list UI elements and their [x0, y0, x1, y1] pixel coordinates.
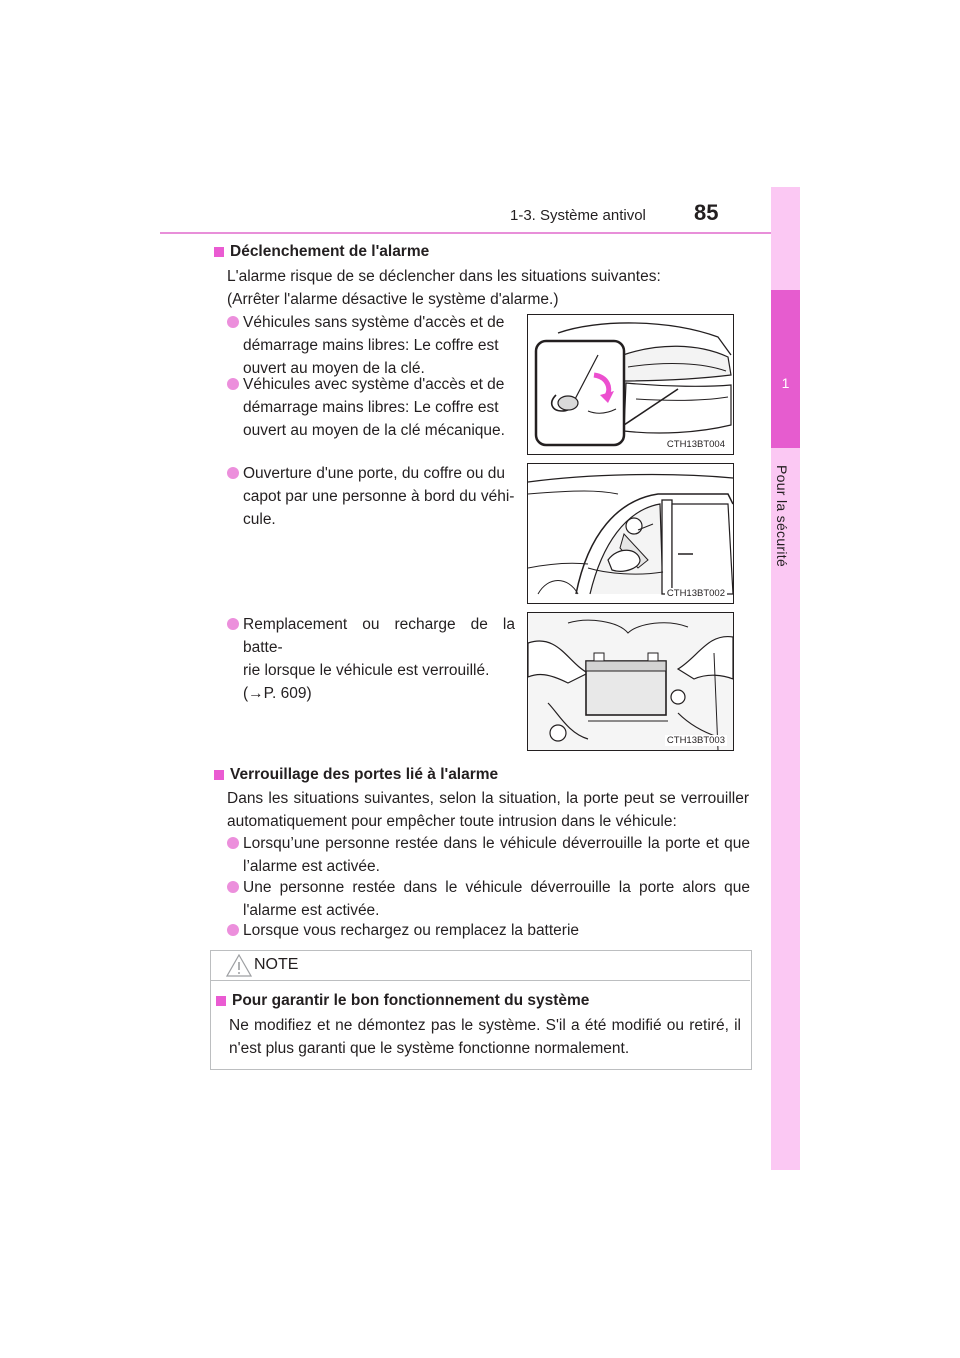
chapter-tab-highlight	[771, 290, 800, 448]
section-square-icon	[214, 247, 224, 257]
bullet-dot-icon	[227, 467, 239, 479]
alarm-heading	[212, 243, 429, 261]
note-heading	[214, 992, 589, 1010]
note-divider	[211, 980, 750, 981]
bullet-line: Une personne restée dans le véhicule déverrouille la porte alors que	[243, 879, 750, 896]
bullet-dot-icon	[227, 881, 239, 893]
section-square-icon	[214, 770, 224, 780]
bullet-line: Lorsqu’une personne restée dans le véhicule déverrouille la porte et que	[243, 835, 750, 852]
bullet-line: l’alarme est activée.	[243, 858, 380, 875]
autolock-intro-1: Dans les situations suivantes, selon la situation, la porte peut se verrouiller	[227, 790, 749, 807]
warning-triangle-icon	[226, 954, 252, 977]
chapter-number: 1	[781, 375, 790, 391]
section-square-icon	[216, 996, 226, 1006]
bullet-line: capot par une personne à bord du véhi-	[243, 488, 515, 505]
bullet-line: ouvert au moyen de la clé mécanique.	[243, 422, 505, 439]
autolock-bullet-2	[243, 876, 750, 922]
bullet-line: (→P. 609)	[243, 685, 312, 702]
autolock-bullet-3	[243, 919, 750, 942]
alarm-intro-2: (Arrêter l'alarme désactive le système d'alarme.)	[227, 291, 559, 308]
bullet-line: Lorsque vous rechargez ou remplacez la batterie	[243, 922, 580, 939]
bullet-line: démarrage mains libres: Le coffre est	[243, 337, 499, 354]
alarm-bullet-2	[243, 373, 515, 442]
figure-code: CTH13BT004	[666, 439, 725, 450]
section-title: 1-3. Système antivol	[510, 207, 646, 224]
header-rule	[160, 232, 800, 234]
bullet-line: rie lorsque le véhicule est verrouillé.	[243, 662, 490, 679]
bullet-dot-icon	[227, 924, 239, 936]
note-line-1: Ne modifiez et ne démontez pas le système. S'il a été modifié ou retiré, il	[229, 1017, 741, 1034]
note-heading-text: Pour garantir le bon fonctionnement du système	[232, 992, 590, 1009]
bullet-line: Remplacement ou recharge de la batte-	[243, 616, 515, 656]
bullet-line: cule.	[243, 511, 276, 528]
chapter-title-text: Pour la sécurité	[774, 465, 790, 568]
alarm-bullet-3	[243, 462, 515, 531]
bullet-line: Véhicules sans système d'accès et de	[243, 314, 505, 331]
bullet-dot-icon	[227, 618, 239, 630]
alarm-heading-text: Déclenchement de l'alarme	[230, 243, 430, 260]
figure-code: CTH13BT003	[666, 735, 725, 746]
person-opening-door-illustration	[527, 463, 734, 604]
chapter-title	[771, 465, 800, 645]
page-number: 85	[694, 200, 719, 225]
bullet-line: Ouverture d'une porte, du coffre ou du	[243, 465, 506, 482]
bullet-line: ouvert au moyen de la clé.	[243, 360, 425, 377]
trunk-key-illustration	[527, 314, 734, 455]
bullet-dot-icon	[227, 316, 239, 328]
bullet-line: démarrage mains libres: Le coffre est	[243, 399, 499, 416]
note-line-2: n'est plus garanti que le système fonctionne normalement.	[229, 1040, 630, 1057]
autolock-heading	[212, 766, 498, 784]
bullet-dot-icon	[227, 837, 239, 849]
alarm-bullet-1	[243, 311, 515, 380]
alarm-intro-1: L'alarme risque de se déclencher dans les situations suivantes:	[227, 268, 661, 285]
bullet-line: Véhicules avec système d'accès et de	[243, 376, 505, 393]
autolock-bullet-1	[243, 832, 750, 878]
bullet-dot-icon	[227, 378, 239, 390]
autolock-intro-2: automatiquement pour empêcher toute intrusion dans le véhicule:	[227, 813, 677, 830]
bullet-line: l'alarme est activée.	[243, 902, 380, 919]
alarm-bullet-4	[243, 613, 515, 705]
battery-replacement-illustration	[527, 612, 734, 751]
autolock-heading-text: Verrouillage des portes lié à l'alarme	[230, 766, 499, 783]
figure-code: CTH13BT002	[666, 588, 725, 599]
note-label: NOTE	[254, 956, 299, 973]
